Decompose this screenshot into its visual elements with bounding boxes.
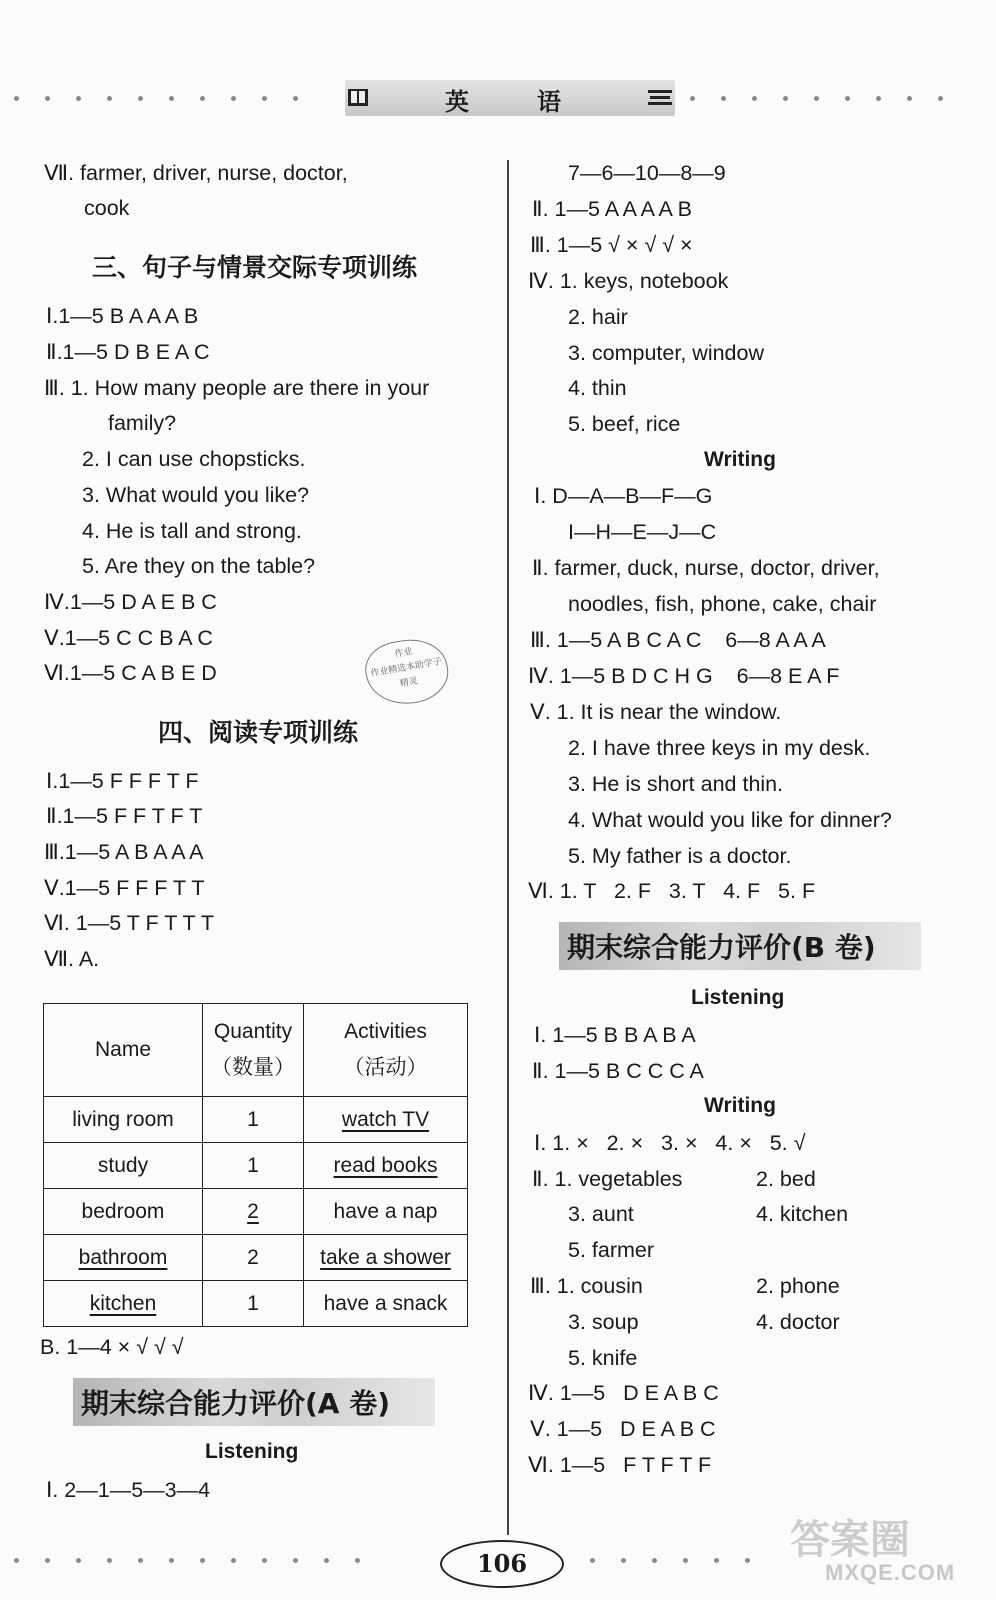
column-divider	[507, 160, 509, 1535]
answer-line: Ⅱ. 1—5 A A A A B	[532, 197, 693, 221]
header-dots-left	[14, 96, 336, 102]
answer-line: Ⅶ. farmer, driver, nurse, doctor,	[44, 161, 348, 185]
book-icon	[347, 86, 369, 108]
cell-qty: 2	[203, 1235, 304, 1281]
dot-ornament	[845, 96, 850, 101]
answer-line: 5. beef, rice	[568, 412, 681, 436]
dot-ornament	[45, 1558, 50, 1563]
answer-line: 4. kitchen	[756, 1202, 849, 1226]
activities-table	[43, 1003, 468, 1327]
answer-line: Ⅳ.1—5 D A E B C	[44, 590, 217, 614]
cell-qty: 1	[203, 1143, 304, 1189]
answer-line: 2. phone	[756, 1274, 840, 1298]
answer-line: Ⅵ.1—5 C A B E D	[44, 661, 217, 685]
table-header-row	[44, 1004, 468, 1097]
exam-banner-b: 期末综合能力评价(B 卷)	[559, 922, 921, 970]
answer-line: 3. soup	[568, 1310, 639, 1334]
answer-line: 5. knife	[568, 1346, 638, 1370]
writing-heading: Writing	[704, 1094, 776, 1117]
answer-line: 5. My father is a doctor.	[568, 844, 792, 868]
header-title: 英语	[445, 87, 629, 116]
cell-act: have a snack	[304, 1281, 468, 1327]
table-row	[44, 1281, 468, 1327]
dot-ornament	[262, 1558, 267, 1563]
answer-line: Ⅲ. 1—5 A B C A C 6—8 A A A	[530, 628, 826, 652]
cell-name: study	[44, 1143, 203, 1189]
cell-act: watch TV	[304, 1097, 468, 1143]
table-row	[44, 1143, 468, 1189]
answer-line: family?	[108, 411, 177, 435]
dot-ornament	[690, 96, 695, 101]
table-row	[44, 1097, 468, 1143]
dot-ornament	[938, 96, 943, 101]
answer-line: Ⅳ. 1—5 D E A B C	[528, 1381, 719, 1405]
listening-heading: Listening	[205, 1440, 299, 1463]
dot-ornament	[714, 1558, 719, 1563]
watermark-logo: 答案圈	[790, 1517, 910, 1563]
answer-line: Ⅴ.1—5 C C B A C	[44, 626, 213, 650]
answer-line: 7—6—10—8—9	[568, 161, 726, 185]
header-activities: Activities （活动）	[304, 1004, 468, 1097]
table-row	[44, 1189, 468, 1235]
dot-ornament	[76, 1558, 81, 1563]
answer-line: 4. doctor	[756, 1310, 840, 1334]
answer-line: Ⅱ.1—5 F F T F T	[46, 804, 203, 828]
cell-name: kitchen	[44, 1281, 203, 1327]
answer-line: Ⅲ. 1—5 √ × √ √ ×	[530, 233, 693, 257]
answer-line: Ⅰ. 2—1—5—3—4	[46, 1478, 211, 1502]
cell-name: bathroom	[44, 1235, 203, 1281]
answer-line: 2. hair	[568, 305, 628, 329]
writing-heading: Writing	[704, 448, 776, 471]
listening-heading: Listening	[691, 986, 785, 1009]
answer-line: Ⅰ. 1—5 B B A B A	[534, 1023, 696, 1047]
section-heading: 四、阅读专项训练	[158, 718, 359, 747]
cell-act: read books	[304, 1143, 468, 1189]
answer-line: Ⅰ.1—5 F F F T F	[46, 769, 199, 793]
answer-line: Ⅴ.1—5 F F F T T	[44, 876, 205, 900]
answer-line: Ⅰ. D—A—B—F—G	[534, 484, 713, 508]
answer-line: Ⅱ. farmer, duck, nurse, doctor, driver,	[532, 556, 880, 580]
answer-line: 2. I can use chopsticks.	[82, 447, 306, 471]
answer-line: 4. What would you like for dinner?	[568, 808, 892, 832]
dot-ornament	[231, 96, 236, 101]
table-row	[44, 1235, 468, 1281]
answer-line: Ⅲ. 1. How many people are there in your	[44, 376, 430, 400]
dot-ornament	[169, 96, 174, 101]
answer-line: Ⅰ.1—5 B A A A B	[46, 304, 199, 328]
answer-line: Ⅵ. 1—5 T F T T T	[44, 911, 215, 935]
decoration-icon	[648, 88, 674, 108]
dot-ornament	[14, 96, 19, 101]
cell-act: have a nap	[304, 1189, 468, 1235]
dot-ornament	[721, 96, 726, 101]
footer-dots-left	[14, 1558, 414, 1564]
dot-ornament	[231, 1558, 236, 1563]
dot-ornament	[876, 96, 881, 101]
answer-line: I—H—E—J—C	[568, 520, 717, 544]
answer-line: Ⅰ. 1. × 2. × 3. × 4. × 5. √	[534, 1131, 806, 1155]
answer-line: 4. thin	[568, 376, 627, 400]
stamp-seal: 作业 作业精选本助学子 精灵	[361, 633, 453, 710]
answer-line: 3. aunt	[568, 1202, 634, 1226]
dot-ornament	[783, 96, 788, 101]
dot-ornament	[107, 1558, 112, 1563]
cell-qty: 1	[203, 1281, 304, 1327]
dot-ornament	[621, 1558, 626, 1563]
dot-ornament	[293, 1558, 298, 1563]
header-dots-right	[690, 96, 986, 102]
answer-line: 3. What would you like?	[82, 483, 310, 507]
answer-line: noodles, fish, phone, cake, chair	[568, 592, 877, 616]
dot-ornament	[138, 96, 143, 101]
dot-ornament	[107, 96, 112, 101]
dot-ornament	[355, 1558, 360, 1563]
dot-ornament	[200, 96, 205, 101]
answer-line: Ⅲ. 1. cousin	[530, 1274, 643, 1298]
answer-line: Ⅳ. 1—5 B D C H G 6—8 E A F	[528, 664, 840, 688]
dot-ornament	[45, 96, 50, 101]
answer-line: Ⅶ. A.	[44, 947, 100, 971]
answer-line: Ⅳ. 1. keys, notebook	[528, 269, 729, 293]
dot-ornament	[14, 1558, 19, 1563]
answer-line: 3. He is short and thin.	[568, 772, 784, 796]
answer-line: B. 1—4 × √ √ √	[40, 1335, 184, 1359]
dot-ornament	[169, 1558, 174, 1563]
dot-ornament	[138, 1558, 143, 1563]
page-number: 106	[440, 1540, 564, 1588]
answer-line: 5. farmer	[568, 1238, 655, 1262]
cell-name: bedroom	[44, 1189, 203, 1235]
dot-ornament	[745, 1558, 750, 1563]
answer-line: 3. computer, window	[568, 341, 764, 365]
dot-ornament	[652, 1558, 657, 1563]
answer-line: 5. Are they on the table?	[82, 554, 316, 578]
cell-act: take a shower	[304, 1235, 468, 1281]
dot-ornament	[683, 1558, 688, 1563]
header-quantity: Quantity （数量）	[203, 1004, 304, 1097]
answer-line: 4. He is tall and strong.	[82, 519, 302, 543]
answer-line: cook	[84, 196, 130, 220]
dot-ornament	[262, 96, 267, 101]
dot-ornament	[293, 96, 298, 101]
cell-name: living room	[44, 1097, 203, 1143]
dot-ornament	[324, 1558, 329, 1563]
dot-ornament	[76, 96, 81, 101]
answer-line: Ⅴ. 1—5 D E A B C	[530, 1417, 716, 1441]
answer-line: Ⅱ. 1—5 B C C C A	[532, 1059, 704, 1083]
answer-line: Ⅲ.1—5 A B A A A	[44, 840, 204, 864]
dot-ornament	[590, 1558, 595, 1563]
cell-qty: 2	[203, 1189, 304, 1235]
answer-line: 2. I have three keys in my desk.	[568, 736, 871, 760]
dot-ornament	[814, 96, 819, 101]
answer-line: Ⅵ. 1. T 2. F 3. T 4. F 5. F	[528, 879, 816, 903]
answer-line: Ⅴ. 1. It is near the window.	[530, 700, 782, 724]
dot-ornament	[200, 1558, 205, 1563]
watermark-site: MXQE.COM	[825, 1560, 956, 1585]
dot-ornament	[907, 96, 912, 101]
cell-qty: 1	[203, 1097, 304, 1143]
answer-line: Ⅵ. 1—5 F T F T F	[528, 1453, 712, 1477]
section-heading: 三、句子与情景交际专项训练	[92, 253, 418, 282]
footer-dots-right	[590, 1558, 790, 1564]
header-name: Name	[44, 1004, 203, 1097]
answer-line: 2. bed	[756, 1167, 816, 1191]
exam-banner-a: 期末综合能力评价(A 卷)	[73, 1378, 435, 1426]
dot-ornament	[752, 96, 757, 101]
answer-line: Ⅱ. 1. vegetables	[532, 1167, 683, 1191]
answer-line: Ⅱ.1—5 D B E A C	[46, 340, 210, 364]
